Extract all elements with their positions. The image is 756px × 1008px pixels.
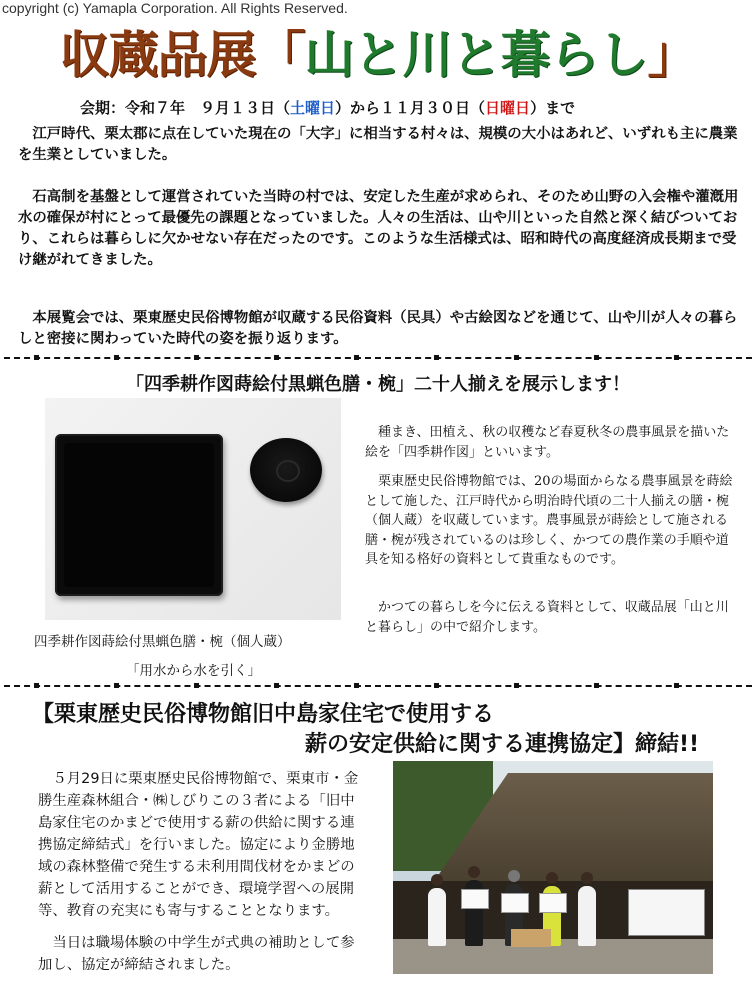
agreement-ceremony-photo <box>393 761 713 974</box>
photo1-caption: 四季耕作図蒔絵付黒蝋色膳・椀（個人蔵） <box>34 634 291 650</box>
section1-paragraph-1: 種まき、田植え、秋の収穫など春夏秋冬の農事風景を描いた絵を「四季耕作図」といいます。 <box>365 425 730 460</box>
intro-paragraph-2: 石高制を基盤として運営されていた当時の村では、安定した生産が求められ、そのため山野の入会権や灌漑用水の確保が村にとって最優先の課題となっていました。人々の生活は、山や川といった自然と深く結びついており、これらは暮らしに欠かせない存在だったのです。このような生活様式は、昭和時代の高度経済成長期まで受け継がれてきました。 <box>18 189 739 268</box>
section1-heading: 「四季耕作図蒔絵付黒蝋色膳・椀」二十人揃えを展示します！ <box>126 374 630 395</box>
section2-heading-line1: 【栗東歴史民俗博物館旧中島家住宅で使用する <box>32 702 495 727</box>
photo1-subcaption: 「用水から水を引く」 <box>126 663 261 679</box>
section1-paragraph-2: 栗東歴史民俗博物館では、20の場面からなる農事風景を蒔絵として施した、江戸時代から明治時代頃の二十人揃えの膳・椀（個人蔵）を収蔵しています。農事風景が蒔絵として施される膳・椀が残されているのは珍しく、かつての農作業の手順や道具を知る格好の資料として貴重なものです。 <box>365 474 733 567</box>
section2-paragraph-2: 当日は職場体験の中学生が式典の補助として参加し、協定が締結されました。 <box>38 935 355 973</box>
title-suffix: 」 <box>647 25 697 84</box>
lacquer-bowl <box>250 438 322 502</box>
period-saturday: 土曜日 <box>290 99 336 117</box>
period-prefix: 会期：令和７年 ９月１３日（ <box>80 99 291 117</box>
exhibition-title <box>0 20 756 90</box>
copyright-notice: copyright (c) Yamapla Corporation. All Rights Reserved. <box>2 0 348 16</box>
intro-paragraph-1: 江戸時代、栗太郡に点在していた現在の「大字」に相当する村々は、規模の大小はあれど、いずれも主に農業を生業としていました。 <box>18 126 738 163</box>
lacquer-tray <box>55 434 223 596</box>
agreement-signboard <box>628 889 705 936</box>
period-middle: ）から１１月３０日（ <box>335 99 486 117</box>
period-suffix: ）まで <box>530 99 576 117</box>
section2-heading-line2: 薪の安定供給に関する連携協定】締結!! <box>305 732 700 757</box>
title-prefix: 収蔵品展「 <box>59 25 305 84</box>
title-highlight: 山と川と暮らし <box>304 25 648 84</box>
period-sunday: 日曜日 <box>485 99 531 117</box>
section-divider-2 <box>4 685 752 687</box>
section1-paragraph-3: かつての暮らしを今に伝える資料として、収蔵品展「山と川と暮らし」の中で紹介します。 <box>365 600 729 635</box>
lacquer-tray-bowl-photo <box>45 398 341 620</box>
section2-paragraph-1: ５月29日に栗東歴史民俗博物館で、栗東市・金勝生産森林組合・㈱しびりこの３者による「旧中島家住宅のかまどで使用する薪の供給に関する連携協定締結式」を行いました。協定により金勝地域の森林整備で発生する未利用間伐材をかまどの薪として活用することができ、環境学習への展開等、教育の充実にも寄与することとなります。 <box>38 771 359 919</box>
intro-paragraph-3: 本展覧会では、栗東歴史民俗博物館が収蔵する民俗資料（民具）や古絵図などを通じて、山や川が人々の暮らしと密接に関わっていた時代の姿を振り返ります。 <box>18 310 738 347</box>
section-divider-1 <box>4 357 752 359</box>
exhibition-period <box>80 97 575 118</box>
